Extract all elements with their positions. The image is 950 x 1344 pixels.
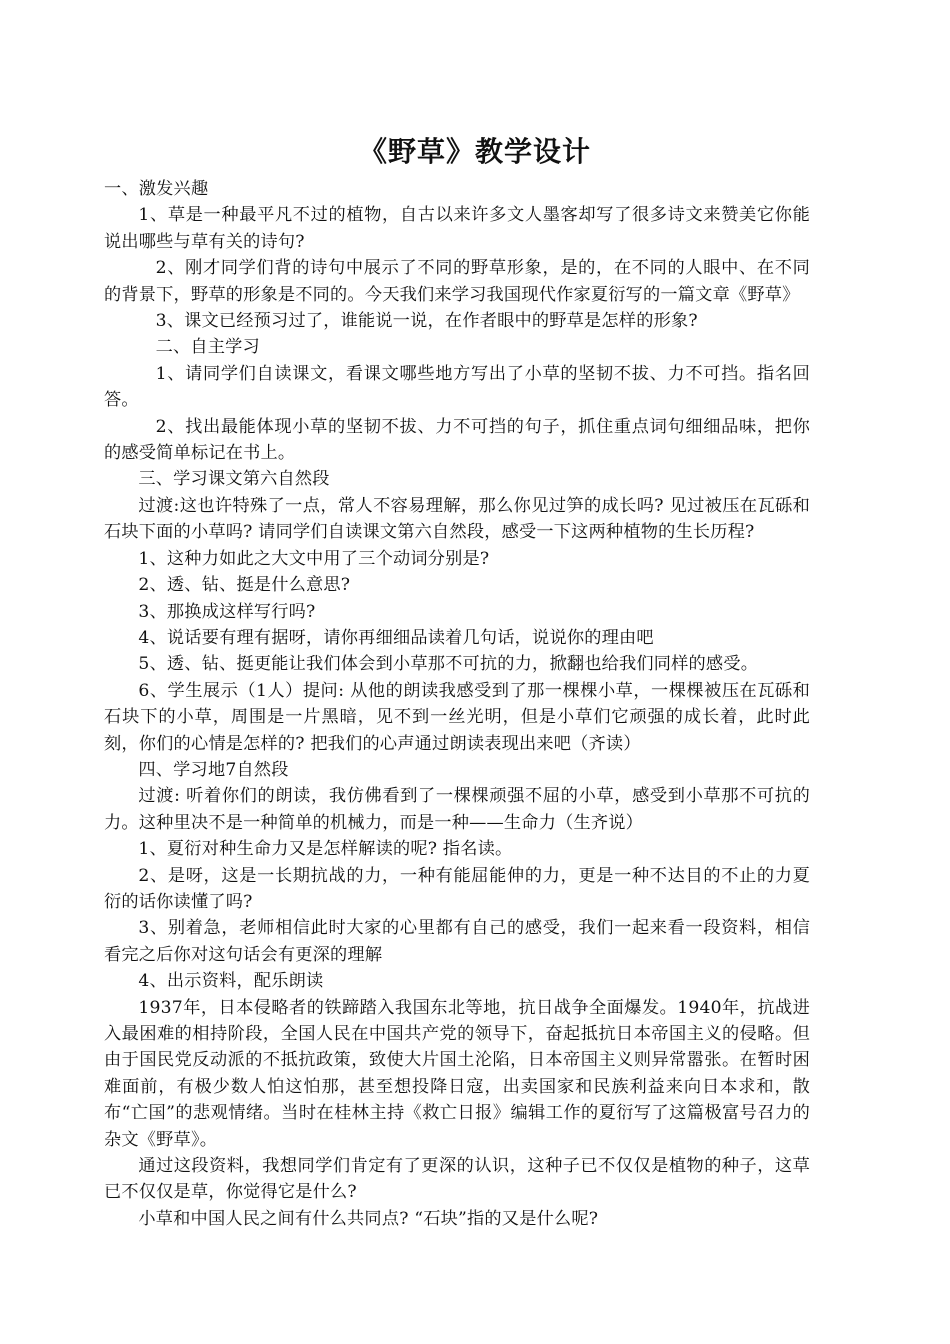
paragraph: 1、这种力如此之大文中用了三个动词分别是? (138, 548, 490, 569)
paragraph: 通过这段资料，我想同学们肯定有了更深的认识，这种子已不仅仅是植物的种子，这草已不仅仅是草，你觉得它是什么? (104, 1156, 810, 1203)
paragraph: 小草和中国人民之间有什么共同点? “石块”指的又是什么呢? (138, 1208, 599, 1229)
paragraph: 三、学习课文第六自然段 (138, 469, 330, 490)
paragraph: 3、那换成这样写行吗? (138, 601, 316, 622)
paragraph: 过渡: 听着你们的朗读，我仿佛看到了一棵棵顽强不屈的小草，感受到小草那不可抗的力。这种里决不是一种简单的机械力，而是一种——生命力（生齐说） (104, 786, 810, 833)
paragraph: 4、说话要有理有据呀，请你再细细品读着几句话，说说你的理由吧 (138, 627, 654, 648)
paragraph: 4、出示资料，配乐朗读 (138, 971, 324, 992)
paragraph: 二、自主学习 (155, 337, 260, 358)
paragraph: 2、刚才同学们背的诗句中展示了不同的野草形象，是的，在不同的人眼中、在不同的背景下，野草的形象是不同的。今天我们来学习我国现代作家夏衍写的一篇文章《野草》 (104, 258, 810, 305)
paragraph: 1、草是一种最平凡不过的植物，自古以来许多文人墨客却写了很多诗文来赞美它你能说出哪些与草有关的诗句? (104, 205, 810, 252)
paragraph: 1、请同学们自读课文，看课文哪些地方写出了小草的坚韧不拔、力不可挡。指名回答。 (104, 363, 810, 411)
paragraph: 一、激发兴趣 (104, 179, 209, 199)
paragraph: 四、学习地7自然段 (138, 759, 289, 780)
paragraph: 5、透、钻、挺更能让我们体会到小草那不可抗的力，掀翻也给我们同样的感受。 (138, 654, 759, 675)
paragraph: 3、课文已经预习过了，谁能说一说，在作者眼中的野草是怎样的形象? (155, 311, 698, 332)
paragraph: 2、透、钻、挺是什么意思? (138, 575, 351, 596)
document-title: 《野草》教学设计 (358, 135, 591, 168)
document-body (104, 176, 810, 1232)
paragraph: 2、找出最能体现小草的坚韧不拔、力不可挡的句子，抓住重点词句细细品味，把你的感受简单标记在书上。 (104, 416, 810, 464)
paragraph: 过渡:这也许特殊了一点，常人不容易理解，那么你见过笋的成长吗? 见过被压在瓦砾和石块下面的小草吗? 请同学们自读课文第六自然段，感受一下这两种植物的生长历程? (104, 495, 810, 543)
paragraph: 1、夏衍对种生命力又是怎样解读的呢? 指名读。 (138, 839, 513, 860)
paragraph: 1937年，日本侵略者的铁蹄踏入我国东北等地，抗日战争全面爆发。1940年，抗战进入最困难的相持阶段，全国人民在中国共产党的领导下，奋起抵抗日本帝国主义的侵略。但由于国民党反动派的不抵抗政策，致使大片国土沦陷，日本帝国主义则异常嚣张。在暂时困难面前，有极少数人怕这怕那，甚至想投降日寇，出卖国家和民族利益来向日本求和，散布“亡国”的悲观情绪。当时在桂林主持《救亡日报》编辑工作的夏衍写了这篇极富号召力的杂文《野草》。 (104, 997, 810, 1150)
paragraph: 6、学生展示（1人）提问: 从他的朗读我感受到了那一棵棵小草，一棵棵被压在瓦砾和石块下的小草，周围是一片黑暗，见不到一丝光明，但是小草们它顽强的成长着，此时此刻，你们的心情是怎样的? 把我们的心声通过朗读表现出来吧（齐读） (104, 680, 810, 754)
paragraph: 3、别着急，老师相信此时大家的心里都有自己的感受，我们一起来看一段资料，相信看完之后你对这句话会有更深的理解 (104, 918, 810, 965)
paragraph: 2、是呀，这是一长期抗战的力，一种有能屈能伸的力，更是一种不达目的不止的力夏衍的话你读懂了吗? (104, 865, 810, 912)
